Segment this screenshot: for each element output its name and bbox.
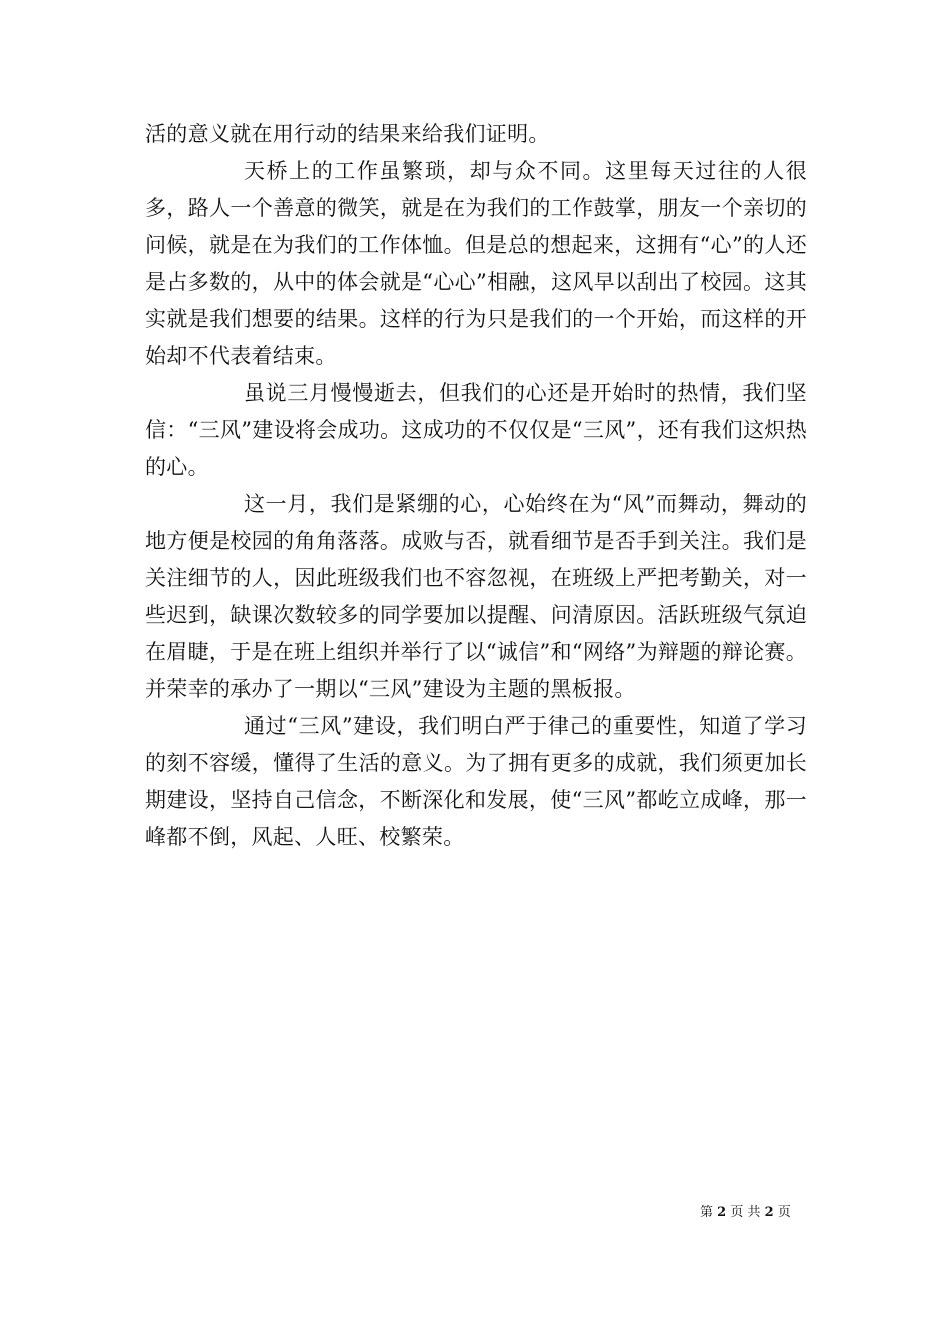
body-text [145,116,807,856]
page-footer [700,1203,820,1223]
footer-middle: 页 共 [730,1205,761,1220]
footer-suffix: 页 [777,1205,791,1220]
paragraph-4: 这一月，我们是紧绷的心，心始终在为“风”而舞动，舞动的地方便是校园的角角落落。成败与否，就看细节是否手到关注。我们是关注细节的人，因此班级我们也不容忽视，在班级上严把考勤关，对一些迟到，缺课次数较多的同学要加以提醒、问清原因。活跃班级气氛迫在眉睫，于是在班上组织并举行了以“诚信”和“网络”为辩题的辩论赛。并荣幸的承办了一期以“三风”建设为主题的黑板报。 [145,492,807,701]
paragraph-5: 通过“三风”建设，我们明白严于律己的重要性，知道了学习的刻不容缓，懂得了生活的意义。为了拥有更多的成就，我们须更加长期建设，坚持自己信念，不断深化和发展，使“三风”都屹立成峰，那一峰都不倒，风起、人旺、校繁荣。 [145,714,807,849]
footer-current-page: 2 [717,1205,727,1220]
footer-total-pages: 2 [764,1205,774,1220]
paragraph-3: 虽说三月慢慢逝去，但我们的心还是开始时的热情，我们坚信：“三风”建设将会成功。这成功的不仅仅是“三风”，还有我们这炽热的心。 [145,381,807,479]
footer-prefix: 第 [700,1205,714,1220]
paragraph-1: 活的意义就在用行动的结果来给我们证明。 [145,122,550,146]
paragraph-2: 天桥上的工作虽繁琐，却与众不同。这里每天过往的人很多，路人一个善意的微笑，就是在为我们的工作鼓掌，朋友一个亲切的问候，就是在为我们的工作体恤。但是总的想起来，这拥有“心”的人还是占多数的，从中的体会就是“心心”相融，这风早以刮出了校园。这其实就是我们想要的结果。这样的行为只是我们的一个开始，而这样的开始却不代表着结束。 [145,159,807,368]
